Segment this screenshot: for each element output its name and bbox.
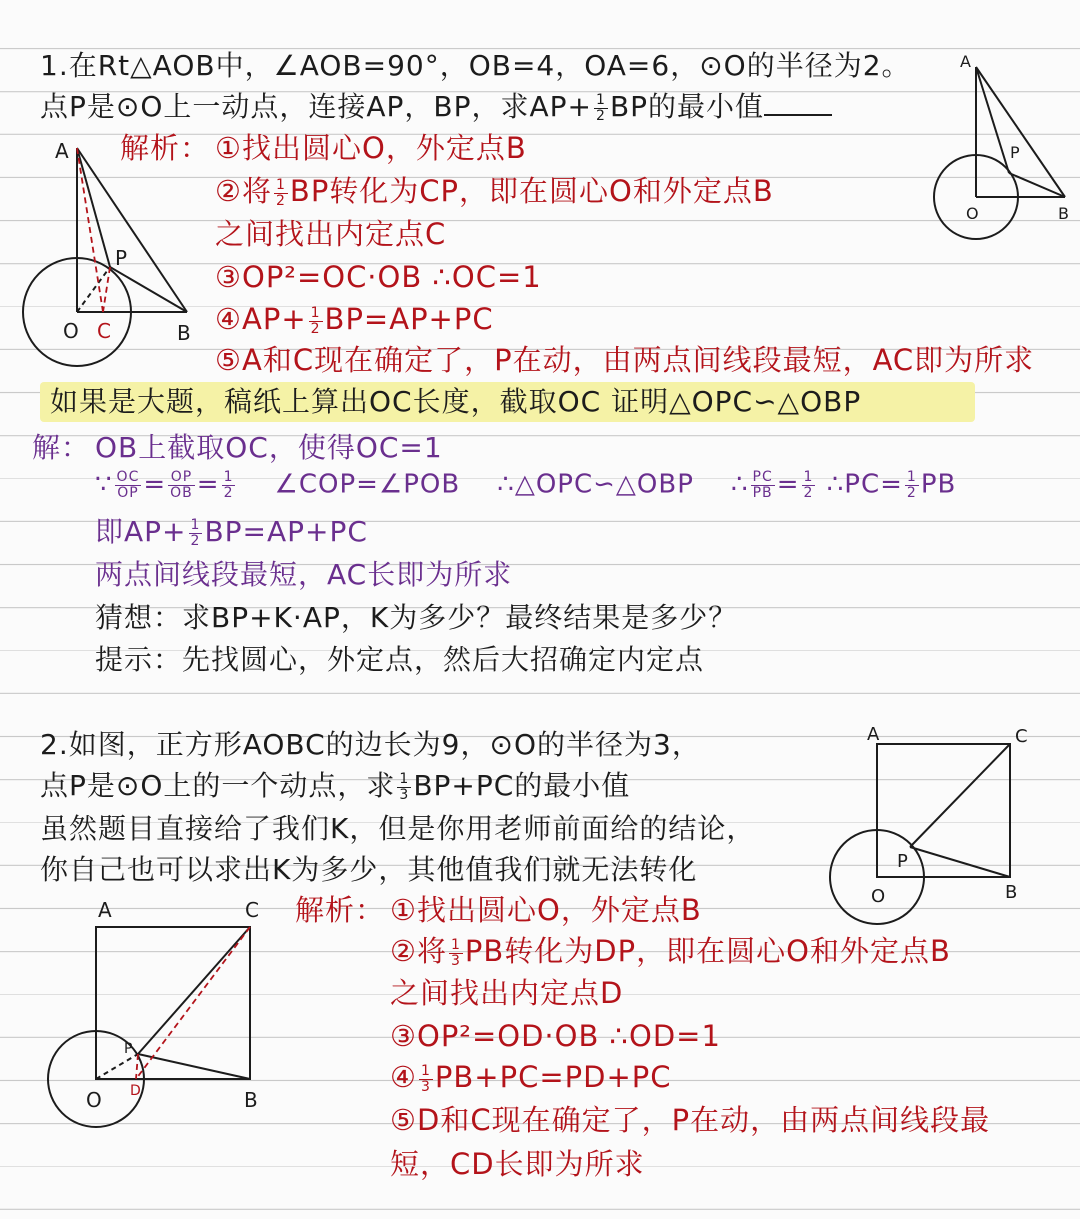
label-a: A xyxy=(960,52,971,71)
label-b: B xyxy=(1005,882,1018,903)
p2-statement-line1: 2.如图，正方形AOBC的边长为9，⊙O的半径为3， xyxy=(40,728,701,761)
label-a: A xyxy=(867,724,880,745)
p1-analysis-step1: ①找出圆心O，外定点B xyxy=(215,131,527,165)
p1-solution-line4: 两点间线段最短，AC长即为所求 xyxy=(95,558,513,591)
p1-solution-line3: 即AP+ $\frac{1}{2}$ BP=AP+PC xyxy=(95,515,368,549)
p2-analysis-step5-cont: 短，CD长即为所求 xyxy=(390,1147,645,1181)
p1-analysis-step4: ④AP+ $\frac{1}{2}$ BP=AP+PC xyxy=(215,302,494,337)
p1-analysis-step2-cont: 之间找出内定点C xyxy=(215,217,447,251)
answer-blank xyxy=(764,92,832,116)
p1-statement-line2: 点P是⊙O上一动点，连接AP，BP，求AP+ $\frac{1}{2}$ BP的最小值 xyxy=(40,92,832,123)
figure-p2-left xyxy=(40,895,280,1115)
p2-statement-line4: 你自己也可以求出K为多少，其他值我们就无法转化 xyxy=(40,853,698,886)
p1-guess: 猜想：求BP+K·AP，K为多少？最终结果是多少？ xyxy=(95,601,738,634)
p1-solution-line2: ∵ $\frac{OC}{OP}$ = $\frac{OP}{OB}$ = $\frac{1}{2}$ ∠COP=∠POB ∴△OPC∽△OBP ∴ $\frac{PC}{PB}$ = $\frac{1}{2}$ ∴PC= $\frac{1}{2}$ PB xyxy=(95,469,957,501)
p1-analysis-step2: ②将 $\frac{1}{2}$ BP转化为CP，即在圆心O和外定点B xyxy=(215,174,774,209)
p1-analysis-step5: ⑤A和C现在确定了，P在动，由两点间线段最短，AC即为所求 xyxy=(215,343,1035,377)
p1-statement-line1: 1.在Rt△AOB中，∠AOB=90°，OB=4，OA=6，⊙O的半径为2。 xyxy=(40,49,911,82)
label-p: P xyxy=(1010,143,1020,162)
label-b: B xyxy=(177,321,191,345)
p1-solution-line1: OB上截取OC，使得OC=1 xyxy=(95,431,443,464)
p1-analysis-step3: ③OP²=OC·OB ∴OC=1 xyxy=(215,260,542,294)
p2-analysis-step5: ⑤D和C现在确定了，P在动，由两点间线段最 xyxy=(390,1103,991,1137)
p2-analysis-step4: ④ $\frac{1}{3}$ PB+PC=PD+PC xyxy=(390,1060,672,1095)
label-a: A xyxy=(55,139,69,163)
label-b: B xyxy=(244,1088,258,1112)
p2-analysis-step1: ①找出圆心O，外定点B xyxy=(390,893,702,927)
label-b: B xyxy=(1058,204,1069,223)
label-o: O xyxy=(86,1088,102,1112)
label-p: P xyxy=(115,246,128,270)
p2-analysis-label: 解析： xyxy=(295,893,386,927)
label-c: C xyxy=(1015,726,1028,747)
p2-analysis-step3: ③OP²=OD·OB ∴OD=1 xyxy=(390,1019,721,1053)
p1-hint: 提示：先找圆心，外定点，然后大招确定内定点 xyxy=(95,643,705,676)
label-c: C xyxy=(97,319,111,343)
p1-analysis-label: 解析： xyxy=(120,131,211,165)
p2-statement-line2: 点P是⊙O上的一个动点，求 $\frac{1}{3}$ BP+PC的最小值 xyxy=(40,769,631,803)
p2-analysis-step2-cont: 之间找出内定点D xyxy=(390,976,624,1010)
label-d: D xyxy=(130,1083,141,1099)
label-o: O xyxy=(871,886,886,907)
label-p: P xyxy=(897,851,908,872)
fraction-half: $\frac{1}{2}$ xyxy=(596,91,606,124)
p1-highlight-note: 如果是大题，稿纸上算出OC长度，截取OC 证明△OPC∽△OBP xyxy=(50,385,862,418)
figure-p2-right xyxy=(825,722,1045,922)
p1-solution-label: 解： xyxy=(32,431,91,464)
figure-p1-small xyxy=(930,52,1080,230)
label-p: P xyxy=(124,1041,133,1057)
label-o: O xyxy=(966,204,979,223)
label-a: A xyxy=(98,898,112,922)
p2-analysis-step2: ②将 $\frac{1}{3}$ PB转化为DP，即在圆心O和外定点B xyxy=(390,934,951,969)
label-o: O xyxy=(63,319,79,343)
label-c: C xyxy=(245,898,259,922)
figure-p1-left xyxy=(15,140,215,375)
p2-statement-line3: 虽然题目直接给了我们K，但是你用老师前面给的结论， xyxy=(40,812,756,845)
